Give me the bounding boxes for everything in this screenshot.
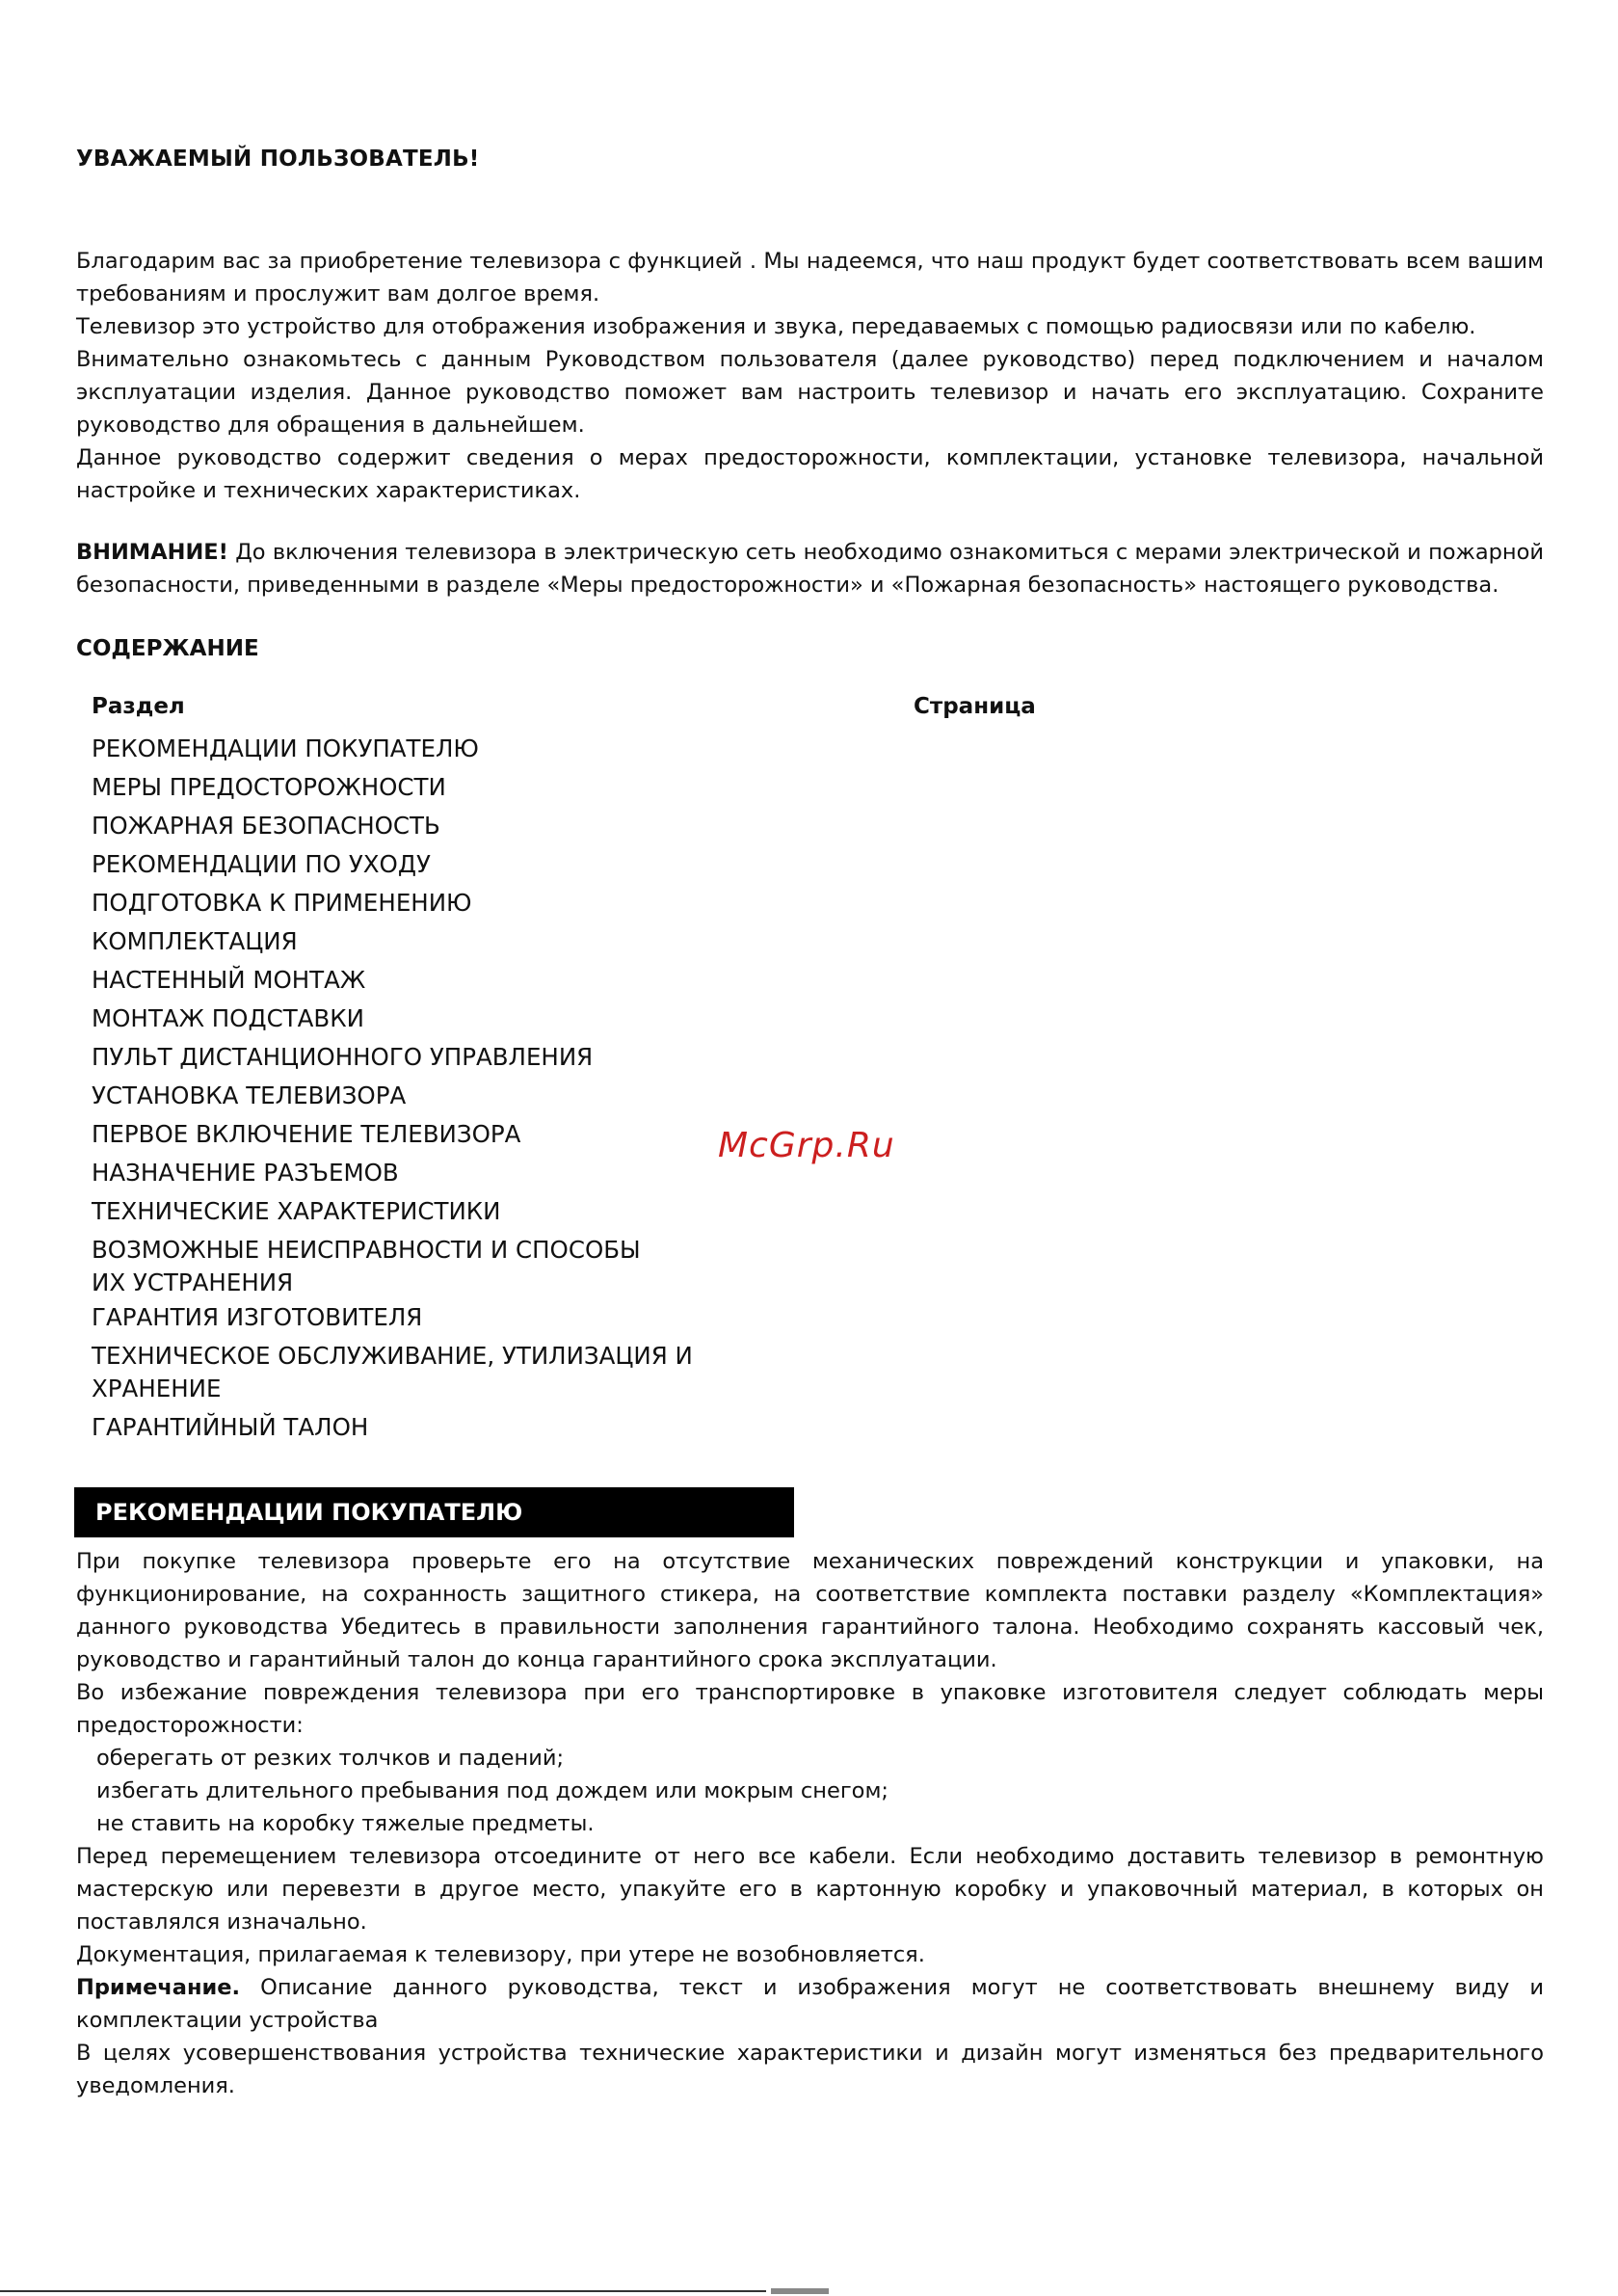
intro-paragraph: Благодарим вас за приобретение телевизора с функцией . Мы надеемся, что наш продукт будет соответствовать всем вашим требованиям и прослужит вам долгое время.: [76, 249, 1544, 307]
intro-paragraph: Данное руководство содержит сведения о мерах предосторожности, комплектации, установке телевизора, начальной настройке и технических характеристиках.: [76, 445, 1544, 503]
section-paragraph: Перед перемещением телевизора отсоедините от него все кабели. Если необходимо доставить телевизор в ремонтную мастерскую или перевезти в другое место, упакуйте его в картонную коробку и упаковочный материал, в которых он поставлялся изначально.: [76, 1844, 1544, 1935]
toc-item: ГАРАНТИЯ ИЗГОТОВИТЕЛЯ: [92, 1303, 423, 1331]
toc-title: СОДЕРЖАНИЕ: [76, 636, 259, 661]
toc-item: ГАРАНТИЙНЫЙ ТАЛОН: [92, 1413, 369, 1441]
note-text: Описание данного руководства, текст и изображения могут не соответствовать внешнему виду и комплектации устройства: [76, 1975, 1544, 2033]
bullet-item: не ставить на коробку тяжелые предметы.: [96, 1811, 595, 1836]
toc-item: ТЕХНИЧЕСКИЕ ХАРАКТЕРИСТИКИ: [92, 1197, 501, 1225]
toc-column-page: Страница: [914, 694, 1036, 719]
section-paragraph: При покупке телевизора проверьте его на отсутствие механических повреждений конструкции и упаковки, на функционирование, на сохранность защитного стикера, на соответствие комплекта поставки разделу «Комплектация» данного руководства Убедитесь в правильности заполнения гарантийного талона. Необходимо сохранять кассовый чек, руководство и гарантийный талон до конца гарантийного срока эксплуатации.: [76, 1549, 1544, 1672]
intro-paragraph: Телевизор это устройство для отображения изображения и звука, передаваемых с помощью радиосвязи или по кабелю.: [76, 314, 1476, 339]
footer-rule: [0, 2290, 766, 2292]
intro-paragraph: Внимательно ознакомьтесь с данным Руководством пользователя (далее руководство) перед подключением и началом эксплуатации изделия. Данное руководство поможет вам настроить телевизор и начать его эксплуатацию. Сохраните руководство для обращения в дальнейшем.: [76, 347, 1544, 438]
bullet-item: оберегать от резких толчков и падений;: [96, 1746, 565, 1771]
toc-item: НАЗНАЧЕНИЕ РАЗЪЕМОВ: [92, 1159, 399, 1187]
attention-paragraph: [76, 536, 1544, 601]
toc-item: РЕКОМЕНДАЦИИ ПОКУПАТЕЛЮ: [92, 734, 479, 762]
note-label: Примечание.: [76, 1975, 241, 2000]
toc-list: [92, 733, 824, 1450]
toc-item: ВОЗМОЖНЫЕ НЕИСПРАВНОСТИ И СПОСОБЫ ИХ УСТРАНЕНИЯ: [92, 1236, 641, 1296]
toc-item: ПЕРВОЕ ВКЛЮЧЕНИЕ ТЕЛЕВИЗОРА: [92, 1120, 521, 1148]
attention-notice: [76, 536, 1544, 601]
toc-item: ПОЖАРНАЯ БЕЗОПАСНОСТЬ: [92, 812, 440, 840]
toc-item: РЕКОМЕНДАЦИИ ПО УХОДУ: [92, 850, 431, 878]
toc-item: НАСТЕННЫЙ МОНТАЖ: [92, 966, 366, 994]
section-paragraph: Документация, прилагаемая к телевизору, при утере не возобновляется.: [76, 1942, 925, 1967]
section-paragraph: Во избежание повреждения телевизора при его транспортировке в упаковке изготовителя следует соблюдать меры предосторожности:: [76, 1680, 1544, 1738]
footer-mark: [771, 2288, 829, 2294]
greeting-heading: УВАЖАЕМЫЙ ПОЛЬЗОВАТЕЛЬ!: [76, 147, 480, 172]
note-paragraph: [76, 1971, 1544, 2037]
toc-item: КОМПЛЕКТАЦИЯ: [92, 927, 298, 955]
attention-label: ВНИМАНИЕ!: [76, 540, 228, 565]
section-paragraph: В целях усовершенствования устройства технические характеристики и дизайн могут изменяться без предварительного уведомления.: [76, 2041, 1544, 2098]
toc-item: ПОДГОТОВКА К ПРИМЕНЕНИЮ: [92, 889, 472, 917]
bullet-item: избегать длительного пребывания под дождем или мокрым снегом;: [96, 1778, 889, 1803]
section-body: [76, 1545, 1544, 2102]
toc-item: ПУЛЬТ ДИСТАНЦИОННОГО УПРАВЛЕНИЯ: [92, 1043, 594, 1071]
toc-item: МОНТАЖ ПОДСТАВКИ: [92, 1004, 364, 1032]
section-heading: РЕКОМЕНДАЦИИ ПОКУПАТЕЛЮ: [74, 1487, 794, 1537]
toc-item: УСТАНОВКА ТЕЛЕВИЗОРА: [92, 1081, 407, 1109]
toc-item: ТЕХНИЧЕСКОЕ ОБСЛУЖИВАНИЕ, УТИЛИЗАЦИЯ И ХРАНЕНИЕ: [92, 1342, 693, 1402]
watermark-logo: McGrp.Ru: [718, 1126, 895, 1165]
intro-text: [76, 245, 1544, 507]
toc-item: МЕРЫ ПРЕДОСТОРОЖНОСТИ: [92, 773, 446, 801]
toc-column-section: Раздел: [92, 694, 185, 719]
attention-text: До включения телевизора в электрическую сеть необходимо ознакомиться с мерами электрической и пожарной безопасности, приведенными в разделе «Меры предосторожности» и «Пожарная безопасность» настоящего руководства.: [76, 540, 1544, 598]
